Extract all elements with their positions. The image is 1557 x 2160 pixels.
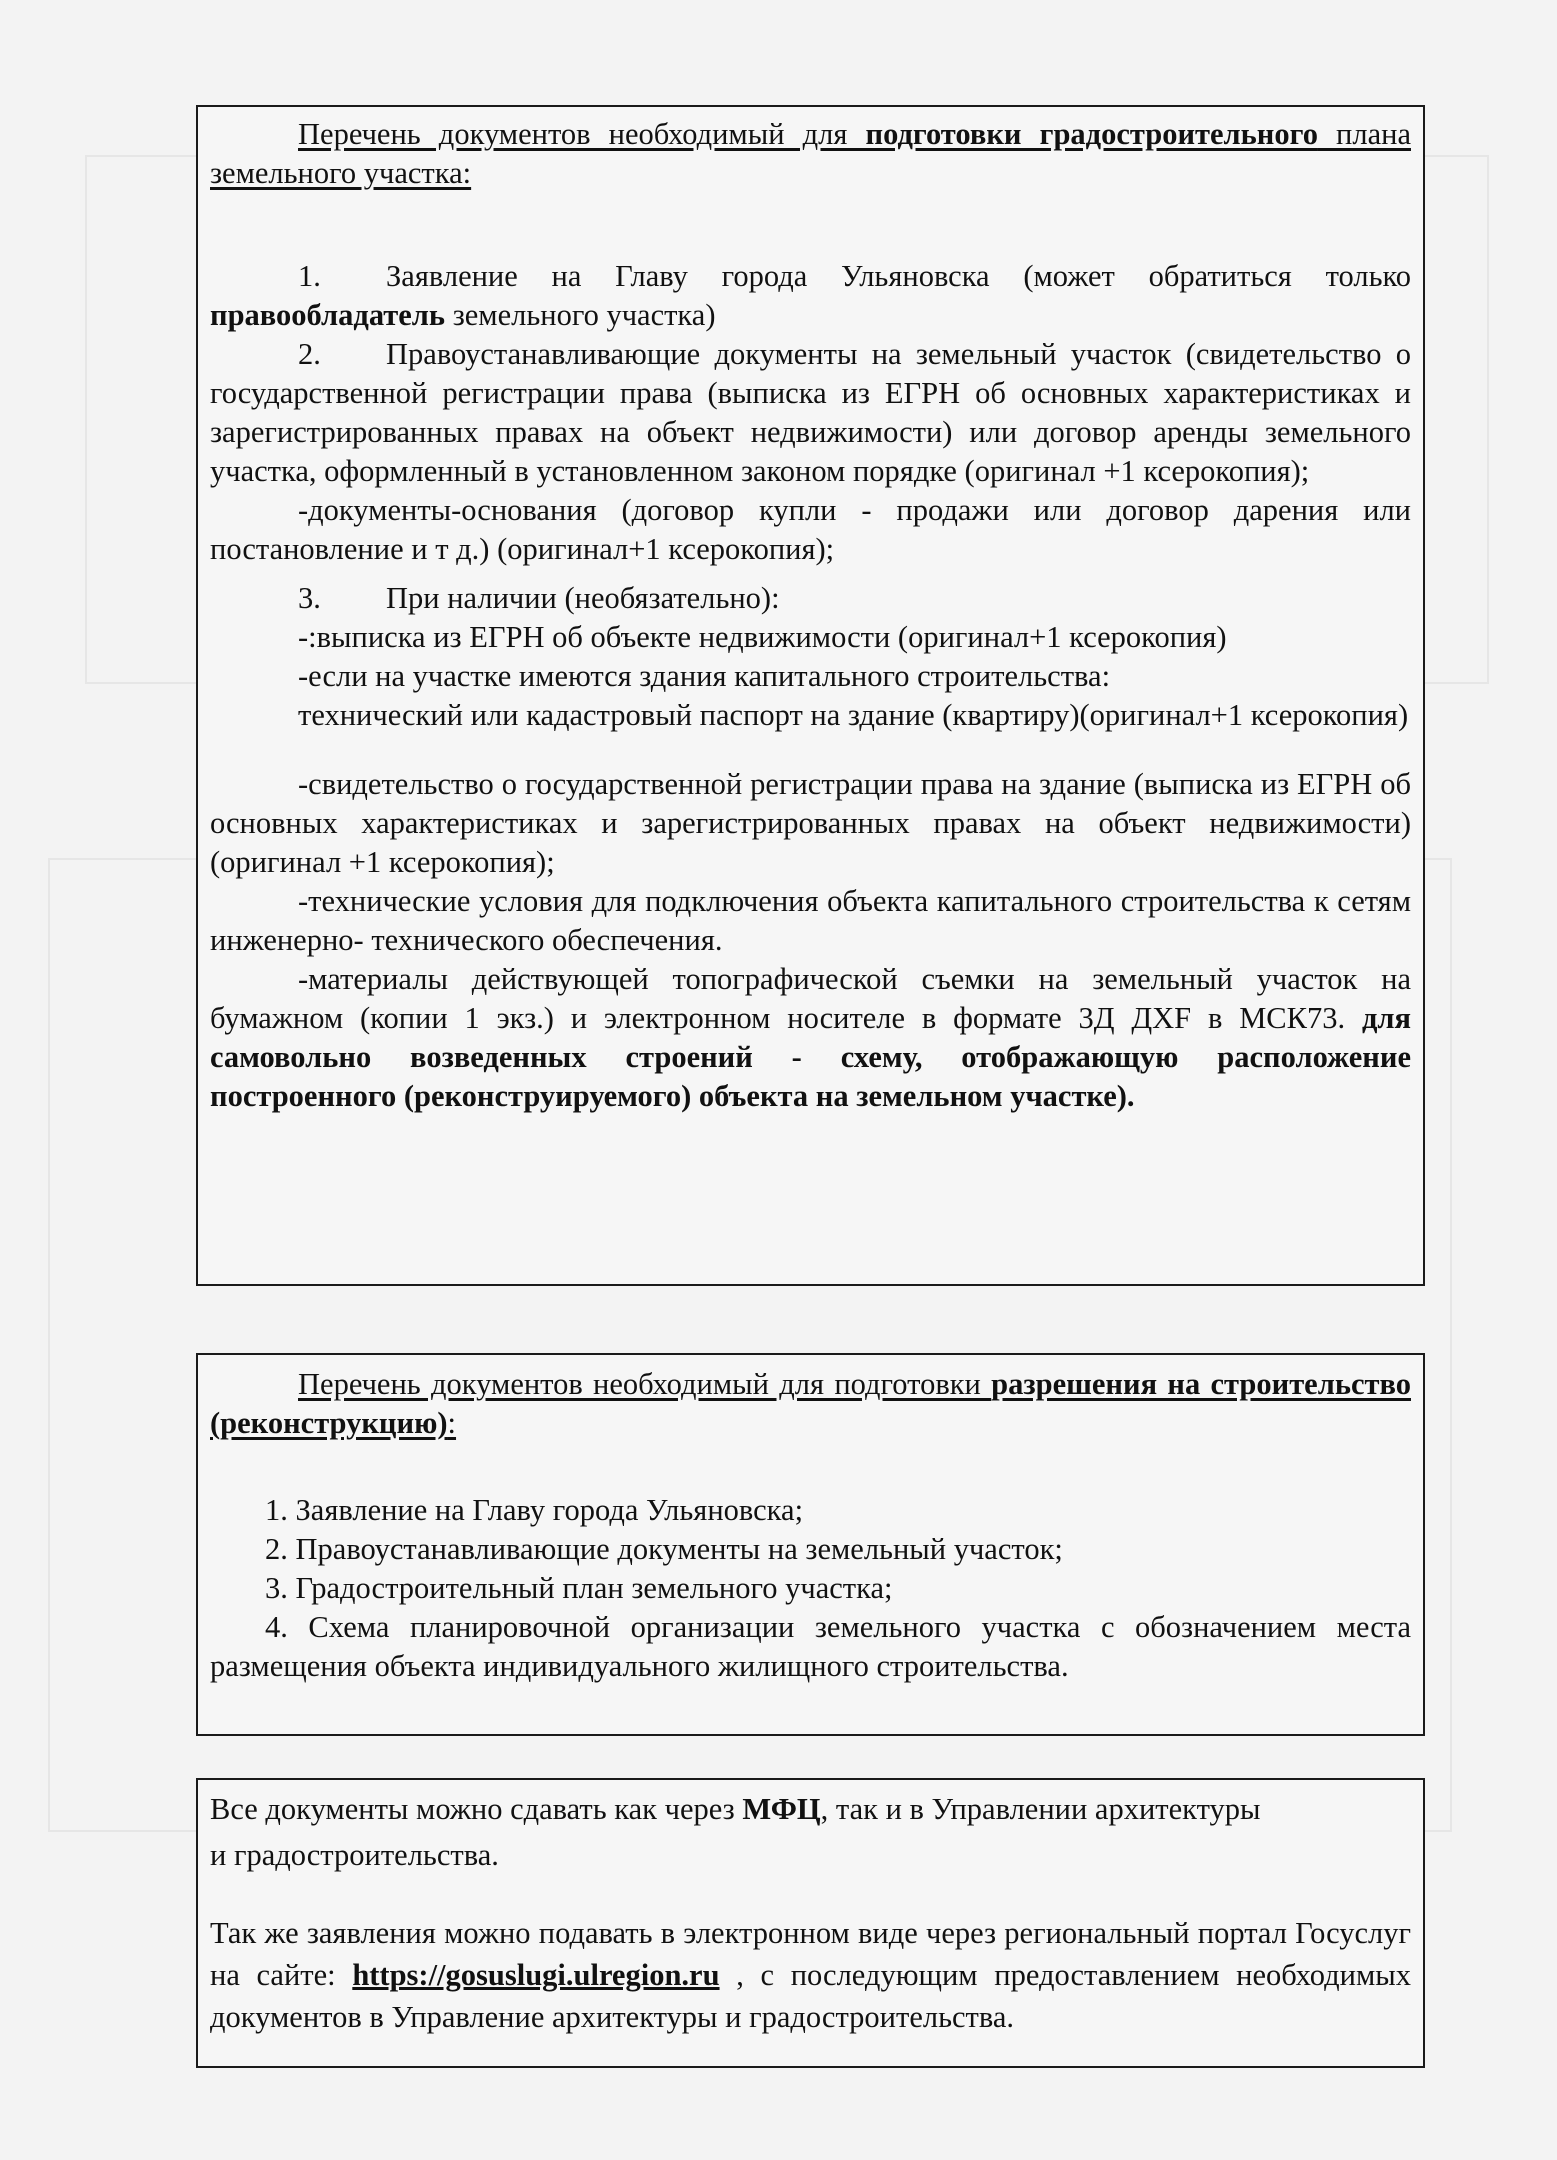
gradplan-item-2-sub: -документы-основания (договор купли - продажи или договор дарения или постановление и т д.) (оригинал+1 ксерокопия);	[210, 493, 1411, 566]
gradplan-documents-box	[196, 105, 1425, 1286]
submission-info-box	[196, 1778, 1425, 2068]
gradplan-materials: -материалы действующей топографической съемки на земельный участок на бумажном (копии 1 экз.) и электронном носителе в формате 3Д ДХF в МСК73. для самовольно возведенных строений - схему, отображающую расположение построенного (реконструируемого) объекта на земельном участке).	[210, 962, 1411, 1113]
submission-online-text: Так же заявления можно подавать в электронном виде через региональный портал Госуслуг на сайте: https://gosuslugi.ulregion.ru , с последующим предоставлением необходимых документов в Управление архитектуры и градостроительства.	[210, 1916, 1411, 2034]
gradplan-item-3-sub: -если на участке имеются здания капитального строительства:	[298, 659, 1111, 693]
gosuslugi-link[interactable]: https://gosuslugi.ulregion.ru	[352, 1958, 720, 1992]
submission-mfc-text: Все документы можно сдавать как через МФЦ, так и в Управлении архитектуры и градостроительства.	[210, 1792, 1261, 1872]
gradplan-item-3-sub: -технические условия для подключения объекта капитального строительства к сетям инженерно- технического обеспечения.	[210, 884, 1411, 957]
gradplan-item-2: 2. Правоустанавливающие документы на земельный участок (свидетельство о государственной регистрации права (выписка из ЕГРН об основных характеристиках и зарегистрированных правах на объект недвижимости) или договор аренды земельного участка, оформленный в установленном законом порядке (оригинал +1 ксерокопия);	[210, 337, 1411, 488]
building-permit-item: 4. Схема планировочной организации земельного участка с обозначением места размещения объекта индивидуального жилищного строительства.	[210, 1610, 1411, 1683]
gradplan-item-3: 3. При наличии (необязательно):	[298, 581, 780, 615]
gradplan-item-3-sub: -:выписка из ЕГРН об объекте недвижимости (оригинал+1 ксерокопия)	[298, 620, 1227, 654]
building-permit-box	[196, 1353, 1425, 1736]
building-permit-item: 1. Заявление на Главу города Ульяновска;	[265, 1493, 804, 1527]
building-permit-item: 3. Градостроительный план земельного участка;	[265, 1571, 893, 1605]
gradplan-heading: Перечень документов необходимый для подготовки градостроительного плана земельного участка:	[210, 117, 1411, 190]
gradplan-item-1: 1. Заявление на Главу города Ульяновска (может обратиться только правообладатель земельного участка)	[210, 259, 1411, 332]
gradplan-item-3-sub: технический или кадастровый паспорт на здание (квартиру)(оригинал+1 ксерокопия)	[298, 698, 1409, 732]
building-permit-heading: Перечень документов необходимый для подготовки разрешения на строительство (реконструкцию):	[210, 1367, 1411, 1440]
building-permit-item: 2. Правоустанавливающие документы на земельный участок;	[265, 1532, 1063, 1566]
gradplan-item-3-sub: -свидетельство о государственной регистрации права на здание (выписка из ЕГРН об основных характеристиках и зарегистрированных правах на объект недвижимости) (оригинал +1 ксерокопия);	[210, 767, 1411, 879]
